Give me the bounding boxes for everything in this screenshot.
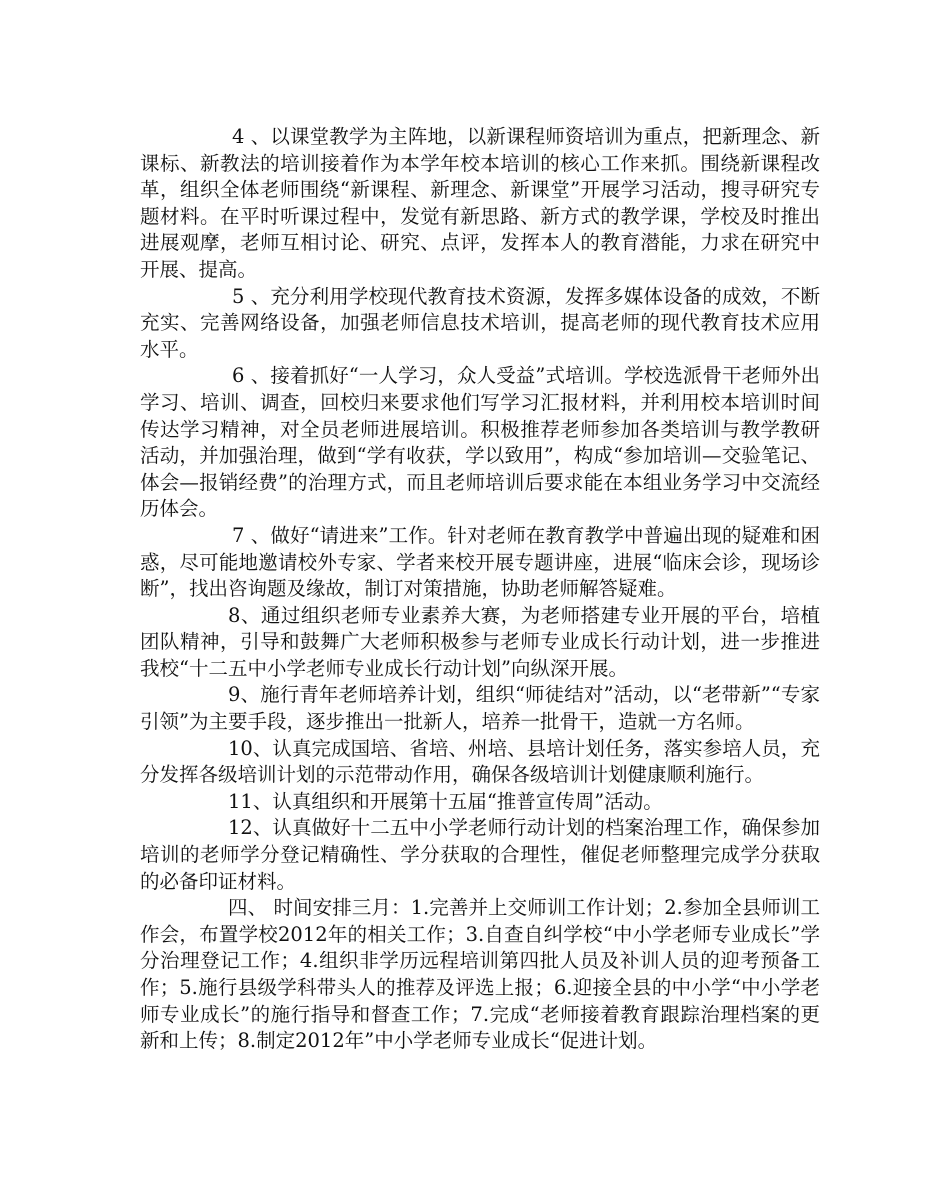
paragraph-item-7: 7 、做好“请进来”工作。针对老师在教育教学中普遍出现的疑难和困惑，尽可能地邀请校外专家、学者来校开展专题讲座，进展“临床会诊，现场诊断”，找出咨询题及缘故，制订对策措施，协助老师解答疑难。 [140,523,820,601]
paragraph-item-4: 4 、以课堂教学为主阵地，以新课程师资培训为重点，把新理念、新课标、新教法的培训接着作为本学年校本培训的核心工作来抓。围绕新课程改革，组织全体老师围绕“新课程、新理念、新课堂”开展学习活动，搜寻研究专题材料。在平时听课过程中，发觉有新思路、新方式的教学课，学校及时推出进展观摩，老师互相讨论、研究、点评，发挥本人的教育潜能，力求在研究中开展、提高。 [140,125,820,281]
paragraph-item-9: 9、施行青年老师培养计划，组织“师徒结对”活动，以“老带新”“专家引领”为主要手段，逐步推出一批新人，培养一批骨干，造就一方名师。 [140,683,820,734]
paragraph-item-5: 5 、充分利用学校现代教育技术资源，发挥多媒体设备的成效，不断充实、完善网络设备，加强老师信息技术培训，提高老师的现代教育技术应用水平。 [140,284,820,361]
paragraph-item-12: 12、认真做好十二五中小学老师行动计划的档案治理工作，确保参加培训的老师学分登记精确性、学分获取的合理性，催促老师整理完成学分获取的必备印证材料。 [140,816,820,893]
document-page [140,124,820,1055]
paragraph-item-11: 11、认真组织和开展第十五届“推普宣传周”活动。 [228,789,663,813]
paragraph-item-10: 10、认真完成国培、省培、州培、县培计划任务，落实参培人员，充分发挥各级培训计划的示范带动作用，确保各级培训计划健康顺利施行。 [140,736,820,787]
paragraph-item-6: 6 、接着抓好“一人学习，众人受益”式培训。学校选派骨干老师外出学习、培训、调查，回校归来要求他们写学习汇报材料，并利用校本培训时间传达学习精神，对全员老师进展培训。积极推荐老师参加各类培训与教学教研活动，并加强治理，做到“学有收获，学以致用”，构成“参加培训—交验笔记、体会—报销经费”的治理方式，而且老师培训后要求能在本组业务学习中交流经历体会。 [140,364,820,521]
paragraph-item-8: 8、通过组织老师专业素养大赛，为老师搭建专业开展的平台，培植团队精神，引导和鼓舞广大老师积极参与老师专业成长行动计划，进一步推进我校“十二五中小学老师专业成长行动计划”向纵深开展。 [140,603,820,680]
section-schedule-paragraph: 四、 时间安排三月：1.完善并上交师训工作计划；2.参加全县师训工作会，布置学校2012年的相关工作；3.自查自纠学校“中小学老师专业成长”学分治理登记工作；4.组织非学历远程培训第四批人员及补训人员的迎考预备工作；5.施行县级学科带头人的推荐及评选上报；6.迎接全县的中小学“中小学老师专业成长”的施行指导和督查工作；7.完成“老师接着教育跟踪治理档案的更新和上传；8.制定2012年”中小学老师专业成长“促进计划。 [140,896,820,1053]
